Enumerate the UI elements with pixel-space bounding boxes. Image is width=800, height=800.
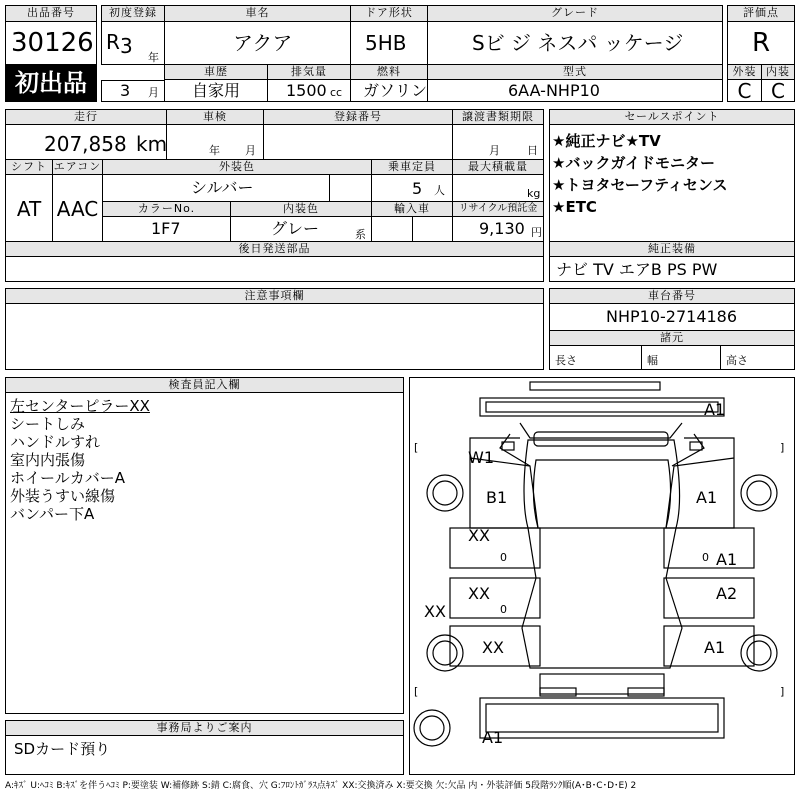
bracket-mark: ] — [780, 685, 785, 698]
inspection-label: 車検 — [166, 109, 264, 125]
inspector-line: 室内内張傷 — [10, 451, 86, 469]
chassis-label: 車台番号 — [549, 288, 795, 304]
damage-mark: XX — [468, 584, 490, 603]
import-cell-1 — [371, 216, 413, 242]
later-parts-label: 後日発送部品 — [5, 241, 544, 257]
first-reg-label: 初度登録 — [101, 5, 165, 22]
score: R — [751, 28, 771, 58]
door-type: 5HB — [365, 31, 407, 55]
first-listing-badge — [5, 64, 97, 102]
capacity: 5 — [412, 179, 423, 198]
era: R — [106, 30, 120, 54]
dims-label: 諸元 — [549, 330, 795, 346]
inspection-cell — [166, 124, 264, 160]
width-cell — [641, 345, 721, 370]
shift-cell — [5, 174, 53, 242]
color-extra-cell — [329, 174, 372, 202]
inspector-line: シートしみ — [10, 415, 86, 433]
sales-point: ★バックガイドモニター — [552, 154, 715, 172]
damage-mark: A1 — [716, 550, 738, 569]
notes-cell — [5, 303, 544, 370]
car-diagram-drawing — [410, 378, 794, 774]
height-label: 高さ — [726, 354, 748, 367]
reg-no-cell — [263, 124, 453, 160]
history: 自家用 — [191, 81, 240, 100]
inspector-cell — [5, 392, 404, 714]
sales-point: ★純正ナビ★TV — [552, 132, 661, 150]
inspector-line: ハンドルすれ — [10, 433, 101, 451]
sales-point: ★ETC — [552, 198, 597, 216]
office-text: SDカード預り — [14, 740, 111, 758]
grade: Sビ ジ ネスパ ッケージ — [472, 31, 684, 55]
int-color-label: 内装色 — [230, 201, 372, 217]
mileage-unit: km — [136, 132, 168, 156]
equipment-label: 純正装備 — [549, 241, 795, 257]
lot-number-label: 出品番号 — [5, 5, 97, 22]
door-label: ドア形状 — [350, 5, 428, 22]
import-cell-2 — [412, 216, 453, 242]
history-label: 車歴 — [164, 64, 268, 80]
inspection-year-unit: 年 — [209, 144, 220, 157]
fuel-cell — [350, 79, 428, 102]
width-label: 幅 — [647, 354, 658, 367]
length-cell — [549, 345, 642, 370]
reg-no-label: 登録番号 — [263, 109, 453, 125]
exterior-cell — [727, 79, 762, 102]
color: シルバー — [191, 178, 254, 197]
office-cell — [5, 735, 404, 775]
car-name-cell — [164, 21, 351, 65]
fuel-label: 燃料 — [350, 64, 428, 80]
damage-mark: XX — [424, 602, 446, 621]
mileage: 207,858 — [44, 132, 127, 156]
recycle-cell — [452, 216, 544, 242]
zero-mark: 0 — [702, 551, 709, 564]
fuel: ガソリン — [363, 81, 428, 100]
sales-points-label: セールスポイント — [549, 109, 795, 125]
inspector-line: 左センターピラーXX — [10, 397, 150, 415]
office-label: 事務局よりご案内 — [5, 720, 404, 736]
damage-mark: A1 — [704, 400, 726, 419]
capacity-cell — [371, 174, 453, 202]
legend: A:ｷｽﾞ U:ﾍｺﾐ B:ｷｽﾞを伴うﾍｺﾐ P:要塗装 W:補修跡 S:錆 C:腐食、穴 G:ﾌﾛﾝﾄｶﾞﾗｽ点ｷｽﾞ XX:交換済み X:要交換 欠:欠品 内・外装評価 5段階ﾗﾝｸ順(A･B･C･D･E) 2 — [5, 781, 637, 791]
year-unit: 年 — [148, 51, 159, 64]
transfer-cell — [452, 124, 544, 160]
mileage-label: 走行 — [5, 109, 167, 125]
damage-mark: A2 — [716, 584, 738, 603]
car-name: アクア — [233, 31, 293, 55]
transfer-day-unit: 日 — [527, 144, 538, 157]
chassis-number: NHP10-2714186 — [606, 307, 738, 326]
interior-cell — [761, 79, 795, 102]
car-diagram — [409, 377, 795, 775]
ac-cell — [52, 174, 103, 242]
bracket-mark: [ — [414, 441, 419, 454]
capacity-unit: 人 — [434, 184, 445, 197]
transfer-month-unit: 月 — [489, 144, 500, 157]
damage-mark: XX — [468, 526, 490, 545]
reg-month-cell — [101, 80, 165, 102]
mileage-cell — [5, 124, 167, 160]
displacement-label: 排気量 — [267, 64, 351, 80]
chassis-cell — [549, 303, 795, 331]
damage-mark: XX — [482, 638, 504, 657]
inspector-label: 検査員記入欄 — [5, 377, 404, 393]
first-listing-text: 初出品 — [15, 69, 87, 97]
sales-points-cell — [549, 124, 795, 242]
damage-mark: W1 — [468, 448, 494, 467]
damage-mark: A1 — [482, 728, 504, 747]
length-label: 長さ — [555, 354, 577, 367]
capacity-label: 乗車定員 — [371, 159, 453, 175]
lot-number-cell — [5, 21, 97, 65]
score-label: 評価点 — [727, 5, 795, 22]
max-load-unit: kg — [527, 187, 541, 200]
transfer-label: 譲渡書類期限 — [452, 109, 544, 125]
interior-grade: C — [771, 79, 785, 103]
equipment: ナビ TV エアB PS PW — [556, 260, 718, 279]
ac-label: エアコン — [53, 160, 102, 173]
displacement-unit: cc — [330, 86, 343, 99]
inspector-line: バンパー下A — [10, 505, 95, 523]
exterior-grade: C — [737, 79, 752, 103]
color-no-cell — [102, 216, 231, 242]
import-label: 輸入車 — [371, 201, 453, 217]
model-cell — [427, 79, 723, 102]
inspection-month-unit: 月 — [245, 144, 256, 157]
first-reg-cell — [101, 21, 165, 65]
recycle: 9,130 — [479, 219, 525, 238]
shift: AT — [16, 197, 42, 221]
lot-number: 30126 — [11, 28, 94, 58]
notes-label: 注意事項欄 — [5, 288, 544, 304]
door-cell — [350, 21, 428, 65]
recycle-label: リサイクル預託金 — [452, 201, 544, 217]
int-color-cell — [230, 216, 372, 242]
damage-mark: B1 — [486, 488, 508, 507]
recycle-unit: 円 — [531, 226, 542, 239]
zero-mark: 0 — [500, 603, 507, 616]
bracket-mark: [ — [414, 685, 419, 698]
history-cell — [164, 79, 268, 102]
int-color: グレー — [271, 219, 320, 238]
model: 6AA-NHP10 — [508, 81, 600, 100]
car-name-label: 車名 — [164, 5, 351, 22]
model-label: 型式 — [427, 64, 723, 80]
ac: AAC — [56, 197, 99, 221]
reg-month: 3 — [120, 81, 131, 100]
exterior-label: 外装 — [727, 64, 762, 80]
color-no: 1F7 — [151, 219, 181, 238]
zero-mark: 0 — [500, 551, 507, 564]
interior-label: 内装 — [761, 64, 795, 80]
sales-point: ★トヨタセーフティセンス — [552, 176, 728, 194]
color-label: 外装色 — [102, 159, 372, 175]
color-no-label: カラーNo. — [102, 201, 231, 217]
inspector-line: ホイールカバーA — [10, 469, 125, 487]
damage-mark: A1 — [704, 638, 726, 657]
int-color-unit: 系 — [355, 228, 366, 241]
grade-label: グレード — [427, 5, 723, 22]
later-parts-cell — [5, 256, 544, 282]
month-unit: 月 — [148, 86, 159, 99]
shift-label: シフト — [5, 159, 53, 175]
displacement-cell — [267, 79, 351, 102]
height-cell — [720, 345, 795, 370]
bracket-mark: ] — [780, 441, 785, 454]
color-cell — [102, 174, 330, 202]
displacement: 1500 — [286, 81, 327, 100]
damage-mark: A1 — [696, 488, 718, 507]
reg-year: 3 — [120, 34, 133, 58]
max-load-cell — [452, 174, 544, 202]
inspector-line: 外装うすい線傷 — [10, 487, 116, 505]
equipment-cell — [549, 256, 795, 282]
max-load-label: 最大積載量 — [452, 159, 544, 175]
score-cell — [727, 21, 795, 65]
grade-cell — [427, 21, 723, 65]
